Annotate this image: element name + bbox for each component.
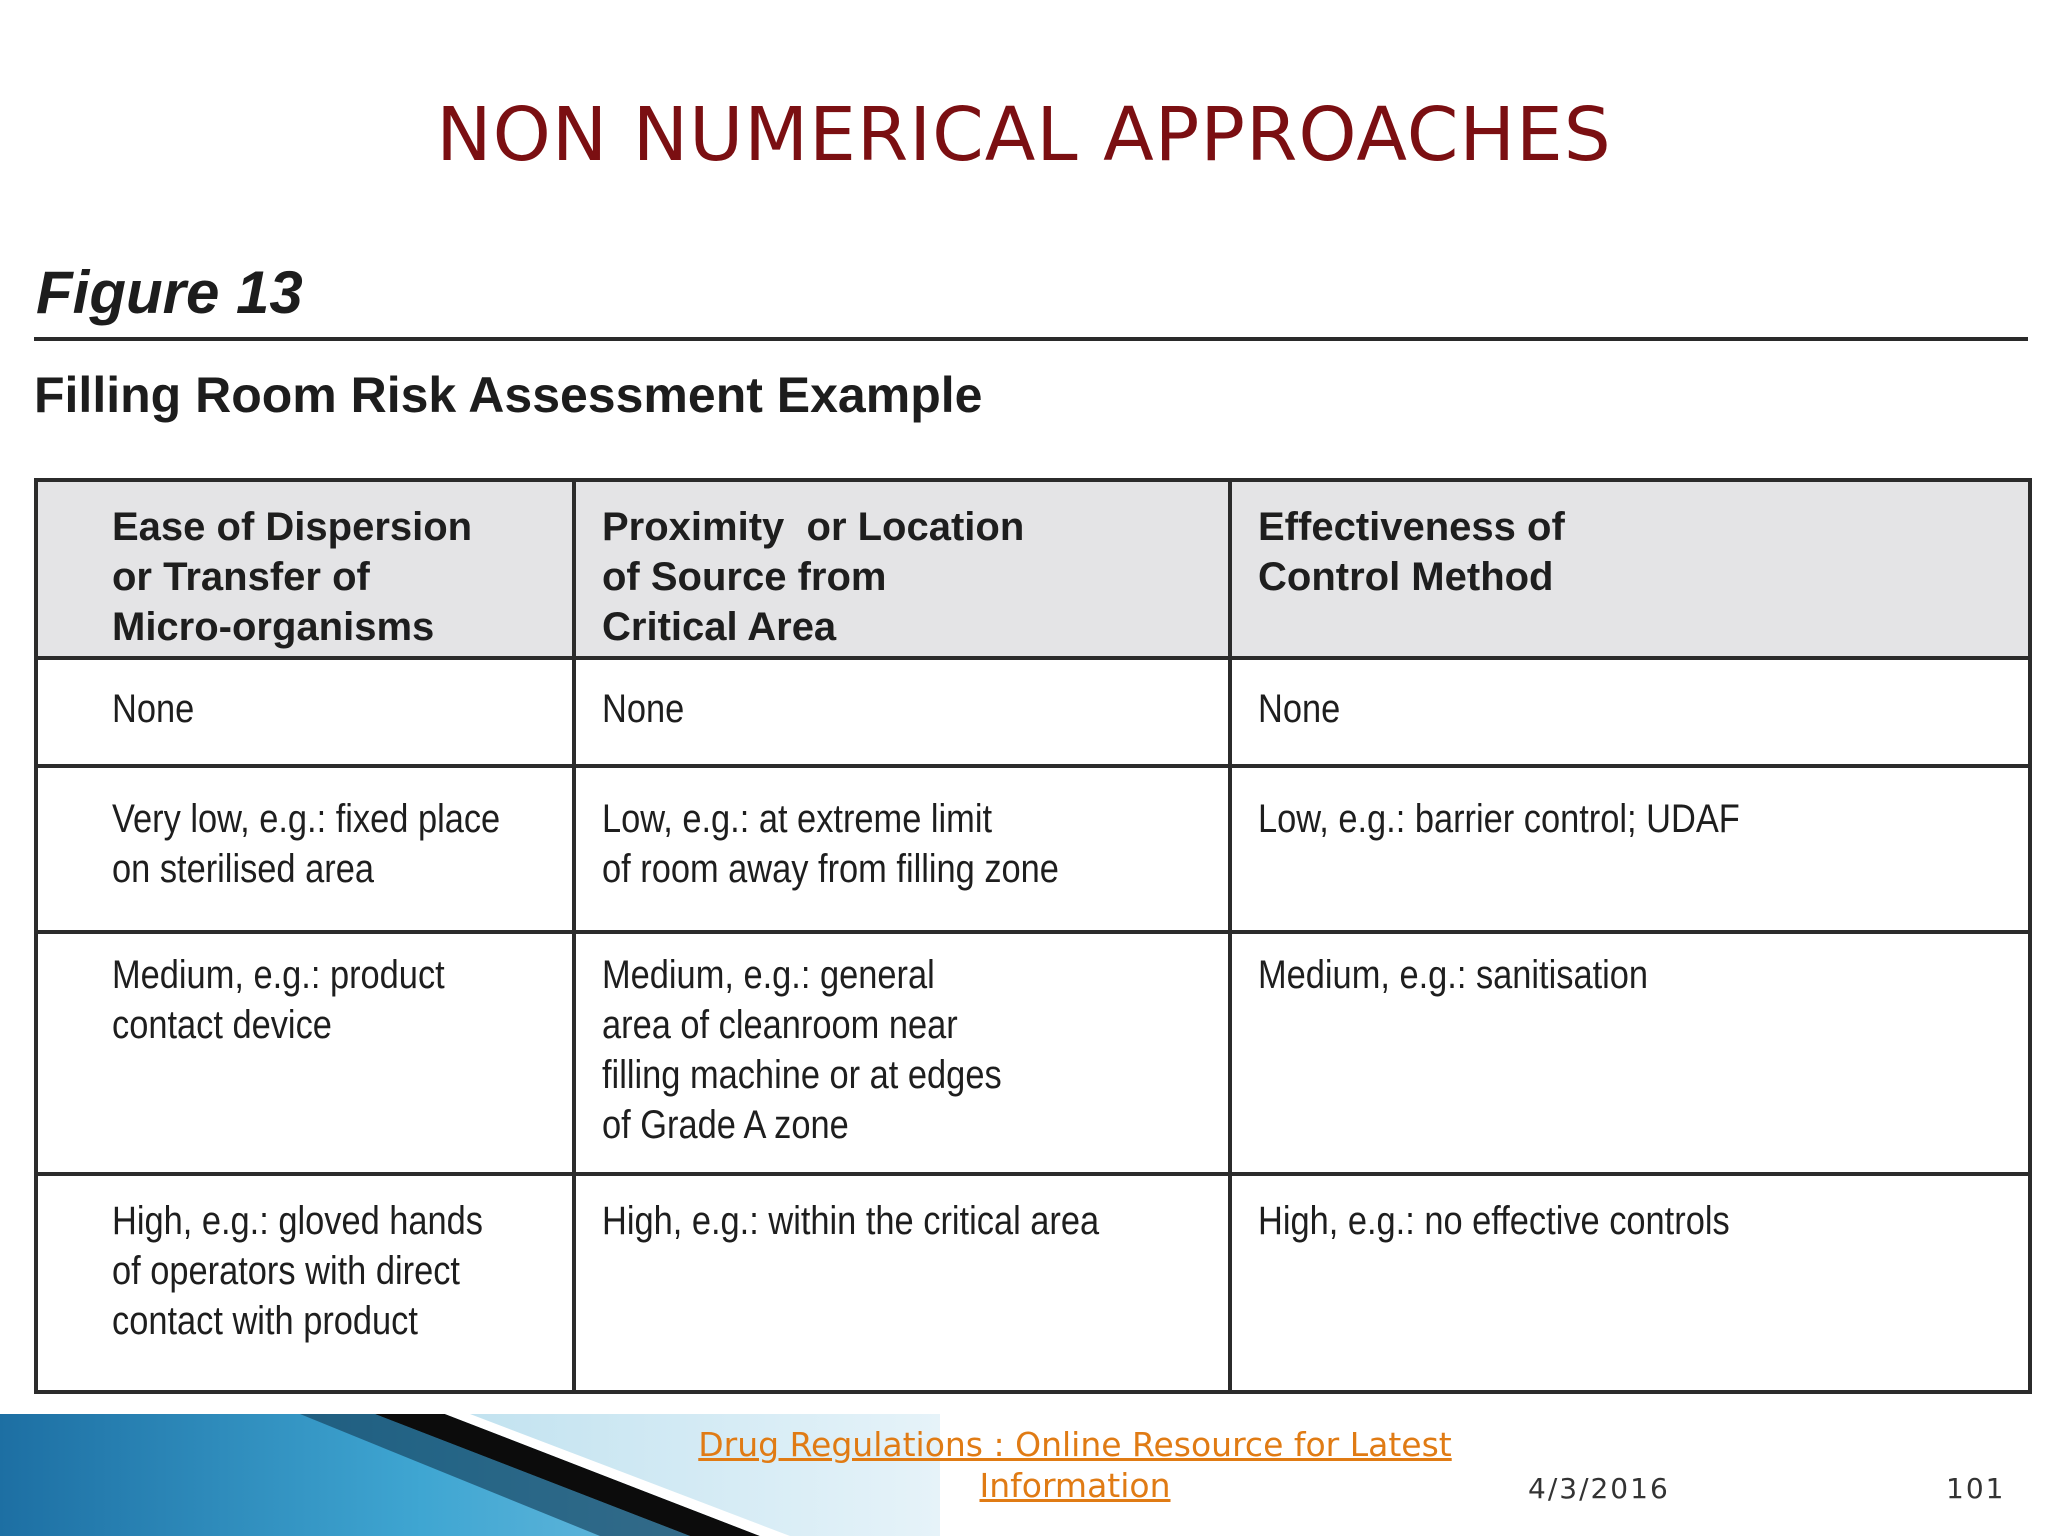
- figure-divider: [34, 337, 2028, 341]
- cell-line: Low, e.g.: at extreme limit: [602, 797, 993, 841]
- cell-line: of operators with direct: [112, 1249, 460, 1293]
- cell-line: contact with product: [112, 1299, 418, 1343]
- header-effectiveness: [1230, 480, 2030, 658]
- header-line: Critical Area: [602, 605, 837, 649]
- header-line: of Source from: [602, 555, 887, 599]
- cell-line: High, e.g.: gloved hands: [112, 1199, 484, 1243]
- footer-resource-link[interactable]: [650, 1424, 1500, 1506]
- header-line: or Transfer of: [112, 555, 370, 599]
- table-cell: [1230, 658, 2030, 766]
- table-header-row: [36, 480, 2030, 658]
- table-cell: [574, 1174, 1230, 1392]
- table-cell: [574, 766, 1230, 932]
- footer-link-line[interactable]: Information: [979, 1466, 1171, 1505]
- cell-line: High, e.g.: within the critical area: [602, 1199, 1100, 1243]
- header-line: Control Method: [1258, 555, 1554, 599]
- table-cell: [1230, 766, 2030, 932]
- cell-line: Low, e.g.: barrier control; UDAF: [1258, 797, 1740, 841]
- table-row: [36, 1174, 2030, 1392]
- header-line: Proximity or Location: [602, 505, 1025, 549]
- table-cell: [1230, 932, 2030, 1174]
- table-row: [36, 658, 2030, 766]
- cell-line: Very low, e.g.: fixed place: [112, 797, 501, 841]
- table-cell: [36, 932, 574, 1174]
- cell-line: on sterilised area: [112, 847, 374, 891]
- cell-line: area of cleanroom near: [602, 1003, 958, 1047]
- cell-line: None: [1258, 687, 1341, 731]
- header-dispersion: [36, 480, 574, 658]
- header-line: Ease of Dispersion: [112, 505, 473, 549]
- footer-page-number: 101: [1946, 1472, 2006, 1505]
- table-cell: [36, 658, 574, 766]
- cell-line: of Grade A zone: [602, 1103, 849, 1147]
- table-row: [36, 932, 2030, 1174]
- table-cell: [36, 766, 574, 932]
- cell-line: Medium, e.g.: general: [602, 953, 935, 997]
- risk-assessment-table: [34, 478, 2032, 1394]
- cell-line: Medium, e.g.: sanitisation: [1258, 953, 1649, 997]
- cell-line: contact device: [112, 1003, 332, 1047]
- footer-date: 4/3/2016: [1528, 1472, 1670, 1505]
- table-cell: [574, 932, 1230, 1174]
- figure-subtitle: Filling Room Risk Assessment Example: [34, 367, 983, 423]
- cell-line: filling machine or at edges: [602, 1053, 1002, 1097]
- cell-line: High, e.g.: no effective controls: [1258, 1199, 1730, 1243]
- slide-title: NON NUMERICAL APPROACHES: [436, 92, 1612, 178]
- table-cell: [574, 658, 1230, 766]
- header-line: Effectiveness of: [1258, 505, 1565, 549]
- table-cell: [1230, 1174, 2030, 1392]
- header-proximity: [574, 480, 1230, 658]
- cell-line: of room away from filling zone: [602, 847, 1059, 891]
- table-row: [36, 766, 2030, 932]
- header-line: Micro-organisms: [112, 605, 435, 649]
- cell-line: Medium, e.g.: product: [112, 953, 445, 997]
- figure-label: Figure 13: [36, 259, 303, 326]
- footer-link-line[interactable]: Drug Regulations : Online Resource for Latest: [698, 1425, 1452, 1464]
- table-cell: [36, 1174, 574, 1392]
- cell-line: None: [112, 687, 195, 731]
- cell-line: None: [602, 687, 685, 731]
